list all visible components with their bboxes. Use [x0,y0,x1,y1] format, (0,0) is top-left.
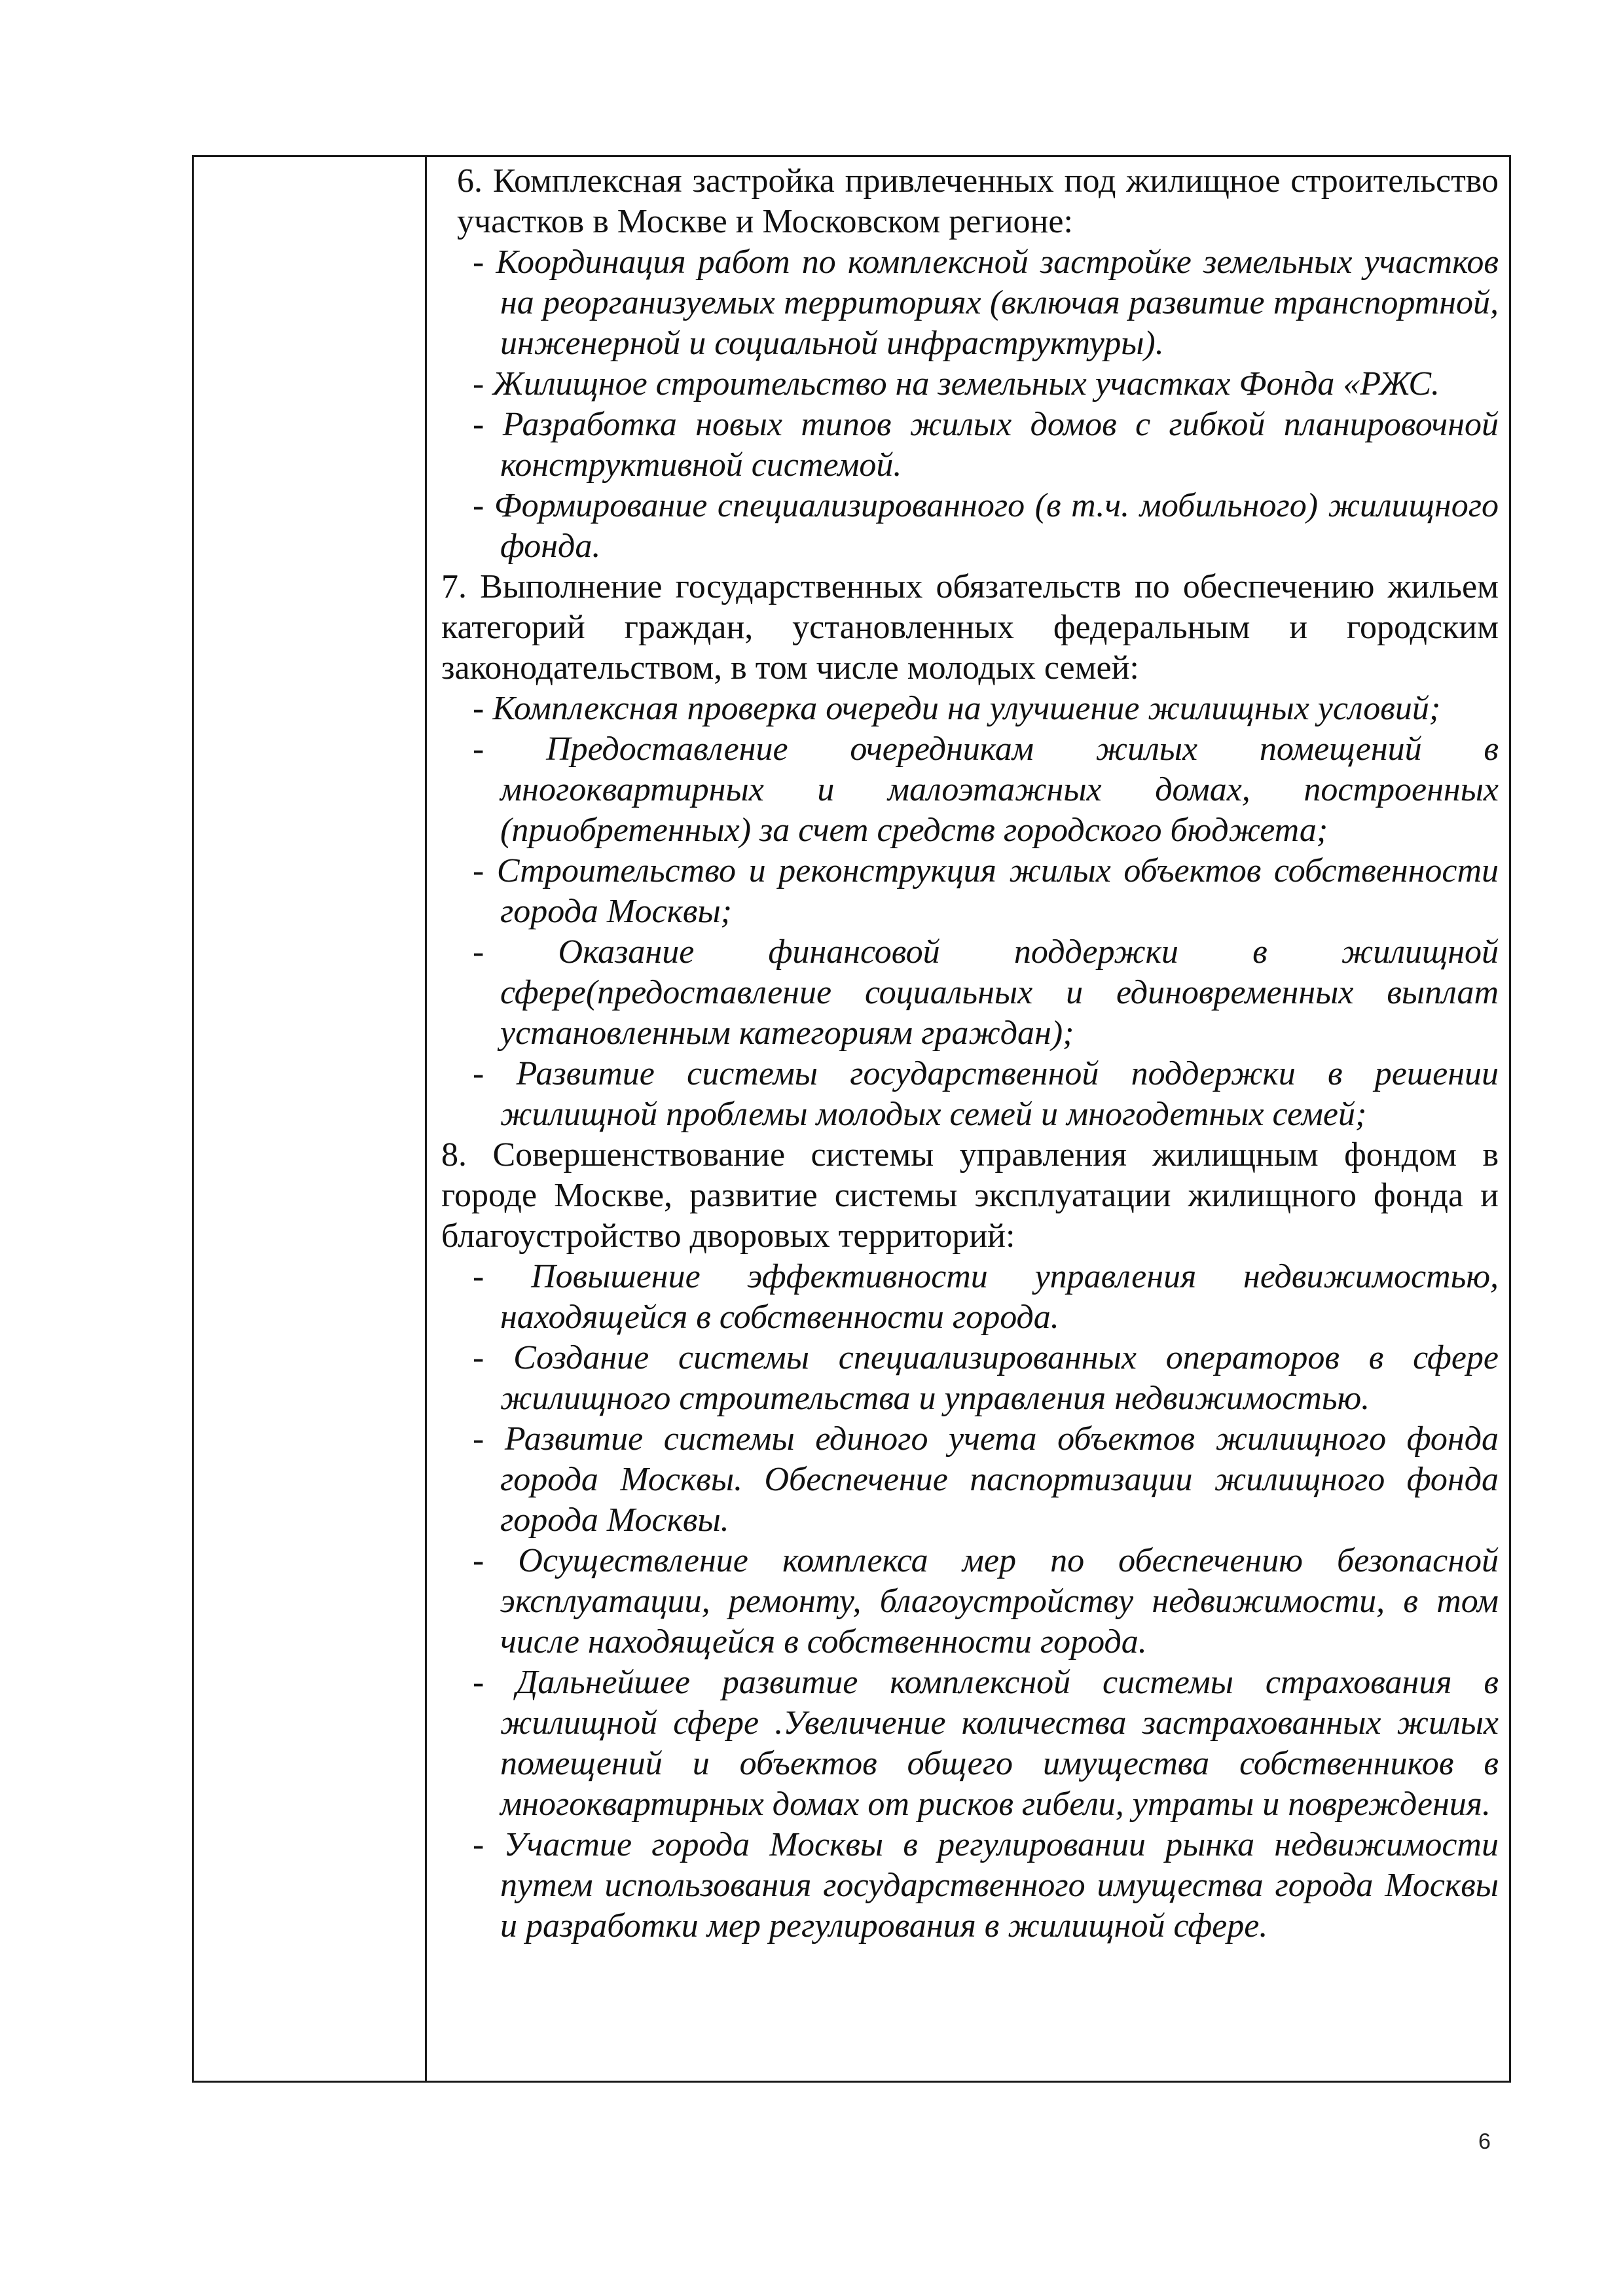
section-6-item: - Формирование специализированного (в т.ч. мобильного) жилищного фонда. [473,487,1499,565]
section-6-item: - Разработка новых типов жилых домов с гибкой планировочной конструктивной системой. [473,406,1499,484]
section-8-item: - Развитие системы единого учета объектов жилищного фонда города Москвы. Обеспечение паспортизации жилищного фонда города Москвы. [473,1420,1499,1539]
section-7-item: - Развитие системы государственной поддержки в решении жилищной проблемы молодых семей и многодетных семей; [473,1055,1499,1133]
section-7-item: - Предоставление очередникам жилых помещений в многоквартирных и малоэтажных домах, построенных (приобретенных) за счет средств городского бюджета; [473,730,1499,849]
section-7-item: - Комплексная проверка очереди на улучшение жилищных условий; [473,690,1441,727]
section-8-item: - Создание системы специализированных операторов в сфере жилищного строительства и управления недвижимостью. [473,1339,1499,1417]
section-8-heading: 8. Совершенствование системы управления жилищным фондом в городе Москве, развитие системы эксплуатации жилищного фонда и благоустройство дворовых территорий: [441,1136,1499,1255]
page-number: 6 [1478,2129,1491,2154]
section-8-item: - Осуществление комплекса мер по обеспечению безопасной эксплуатации, ремонту, благоустройству недвижимости, в том числе находящейся в собственности города. [473,1542,1499,1660]
section-7-heading: 7. Выполнение государственных обязательств по обеспечению жильем категорий граждан, установленных федеральным и городским законодательством, в том числе молодых семей: [441,568,1499,687]
section-6-item: - Координация работ по комплексной застройке земельных участков на реорганизуемых территориях (включая развитие транспортной, инженерной и социальной инфраструктуры). [473,243,1499,362]
section-8-item: - Дальнейшее развитие комплексной системы страхования в жилищной сфере .Увеличение количества застрахованных жилых помещений и объектов общего имущества собственников в многоквартирных домах от рисков гибели, утраты и повреждения. [473,1664,1499,1823]
section-8-item: - Участие города Москвы в регулировании рынка недвижимости путем использования государственного имущества города Москвы и разработки мер регулирования в жилищной сфере. [473,1826,1499,1945]
section-8-item: - Повышение эффективности управления недвижимостью, находящейся в собственности города. [473,1258,1499,1336]
document-table [192,155,1511,2083]
section-6-item: - Жилищное строительство на земельных участках Фонда «РЖС. [473,365,1440,403]
table-left-column [194,157,427,2081]
table-content-cell [441,157,1499,1946]
section-7-item: - Оказание финансовой поддержки в жилищной сфере(предоставление социальных и единовременных выплат установленным категориям граждан); [473,933,1499,1052]
section-7-item: - Строительство и реконструкция жилых объектов собственности города Москвы; [473,852,1499,930]
section-6-heading: 6. Комплексная застройка привлеченных под жилищное строительство участков в Москве и Московском регионе: [457,162,1499,240]
